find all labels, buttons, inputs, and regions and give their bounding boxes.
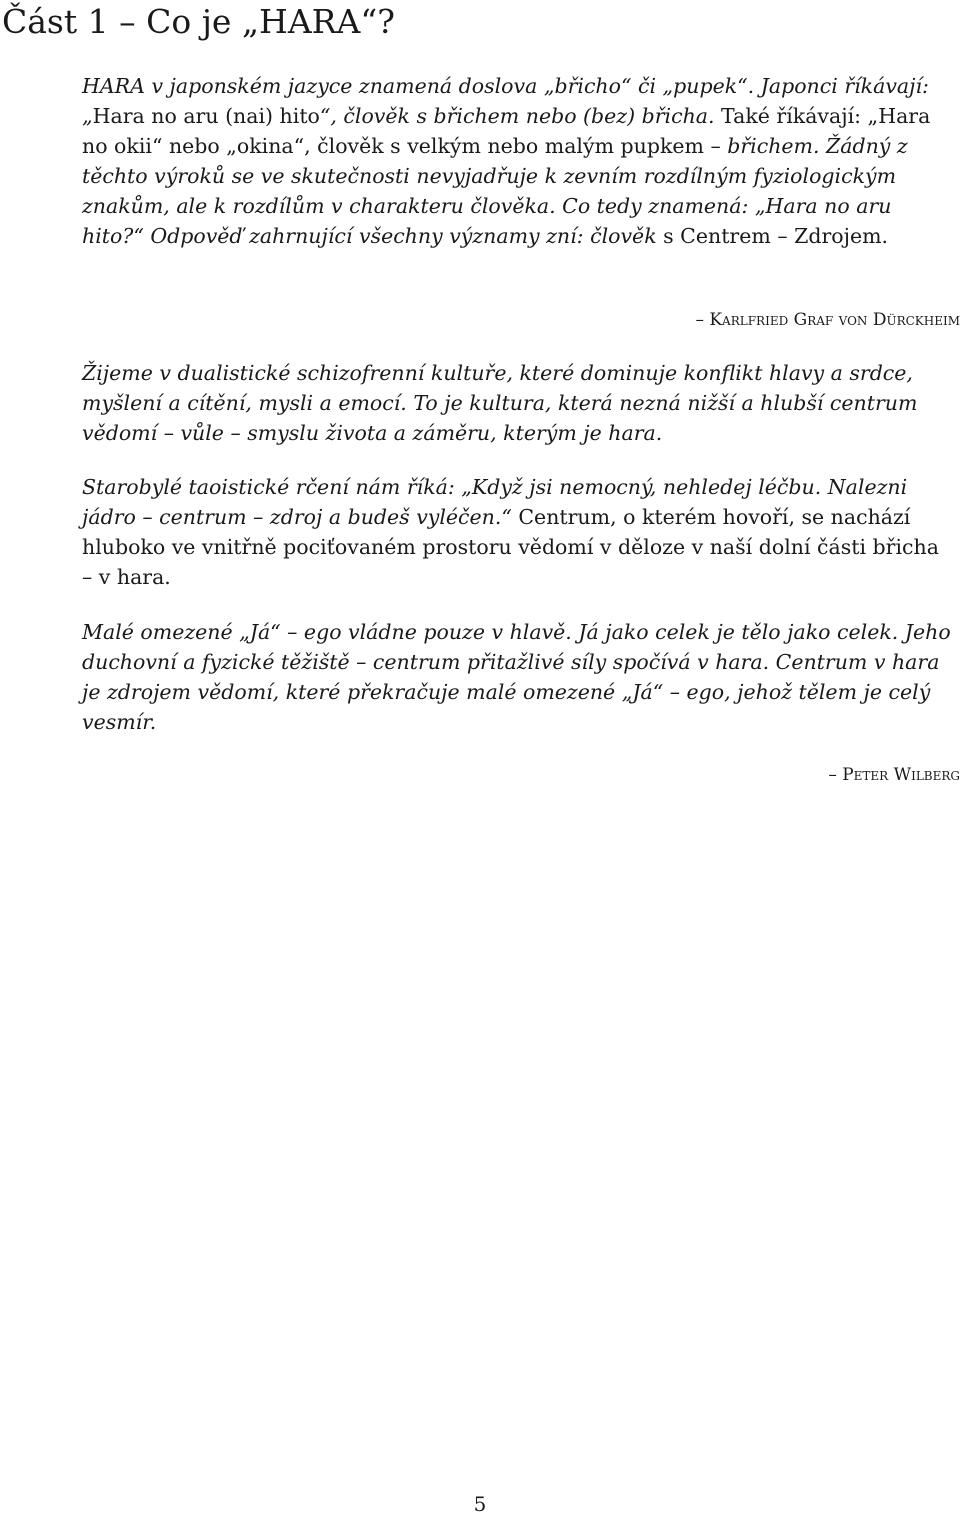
paragraph-hara-meaning bbox=[82, 71, 952, 251]
text-run-upright: Hara no okii bbox=[82, 104, 931, 158]
attribution-durckheim: – Karlfried Graf von Dürckheim bbox=[695, 310, 960, 330]
text-run-upright: Také říkávají: „ bbox=[721, 104, 879, 128]
page-title: Část 1 – Co je „HARA“? bbox=[2, 2, 395, 41]
page-number: 5 bbox=[473, 1492, 487, 1516]
text-run-upright: Centrum, o kterém hovoří, se nachází hluboko ve vnitřně pociťovaném prostoru vědomí v děloze v naší dolní části břicha – v hara. bbox=[82, 505, 939, 589]
text-run: HARA v japonském jazyce znamená doslova „břicho“ či „pupek“. Japonci říkávají: „ bbox=[82, 74, 929, 128]
paragraph-dualistic-culture: Žijeme v dualistické schizofrenní kultuře, které dominuje konflikt hlavy a srdce, myšlení a cítění, mysli a emocí. To je kultura, která nezná nižší a hlubší centrum vědomí – vůle – smyslu života a záměru, kterým je hara. bbox=[82, 361, 918, 445]
text-run: “, člověk s břichem nebo (bez) břicha. bbox=[319, 104, 722, 128]
text-run: Starobylé taoistické rčení nám říká: „Když jsi nemocný, nehledej léčbu. Nalezni jádro – centrum – zdroj a budeš vyléčen.“ bbox=[82, 475, 908, 529]
text-run-upright: okina bbox=[236, 134, 294, 158]
attribution-wilberg: – Peter Wilberg bbox=[828, 765, 960, 785]
text-run: břichem. Žádný z těchto výroků se ve skutečnosti nevyjadřuje k zevním rozdílným fyziologickým znakům, ale k rozdílům v charakteru člověka. Co tedy znamená: „Hara no aru hito?“ Odpověď zahrnující všechny významy zní: člověk bbox=[82, 134, 908, 248]
text-run-upright: Hara no aru (nai) hito bbox=[92, 104, 320, 128]
text-run-upright: “, člověk s velkým nebo malým pupkem – bbox=[293, 134, 728, 158]
paragraph-ego: Malé omezené „Já“ – ego vládne pouze v hlavě. Já jako celek je tělo jako celek. Jeho duchovní a fyzické těžiště – centrum přitažlivé síly spočívá v hara. Centrum v hara je zdrojem vědomí, které překračuje malé omezené „Já“ – ego, jehož tělem je celý vesmír. bbox=[82, 620, 951, 734]
text-run-upright: “ nebo „ bbox=[151, 134, 237, 158]
paragraph-taoist-saying bbox=[82, 472, 952, 592]
text-run-upright: s Centrem – Zdrojem. bbox=[663, 224, 889, 248]
